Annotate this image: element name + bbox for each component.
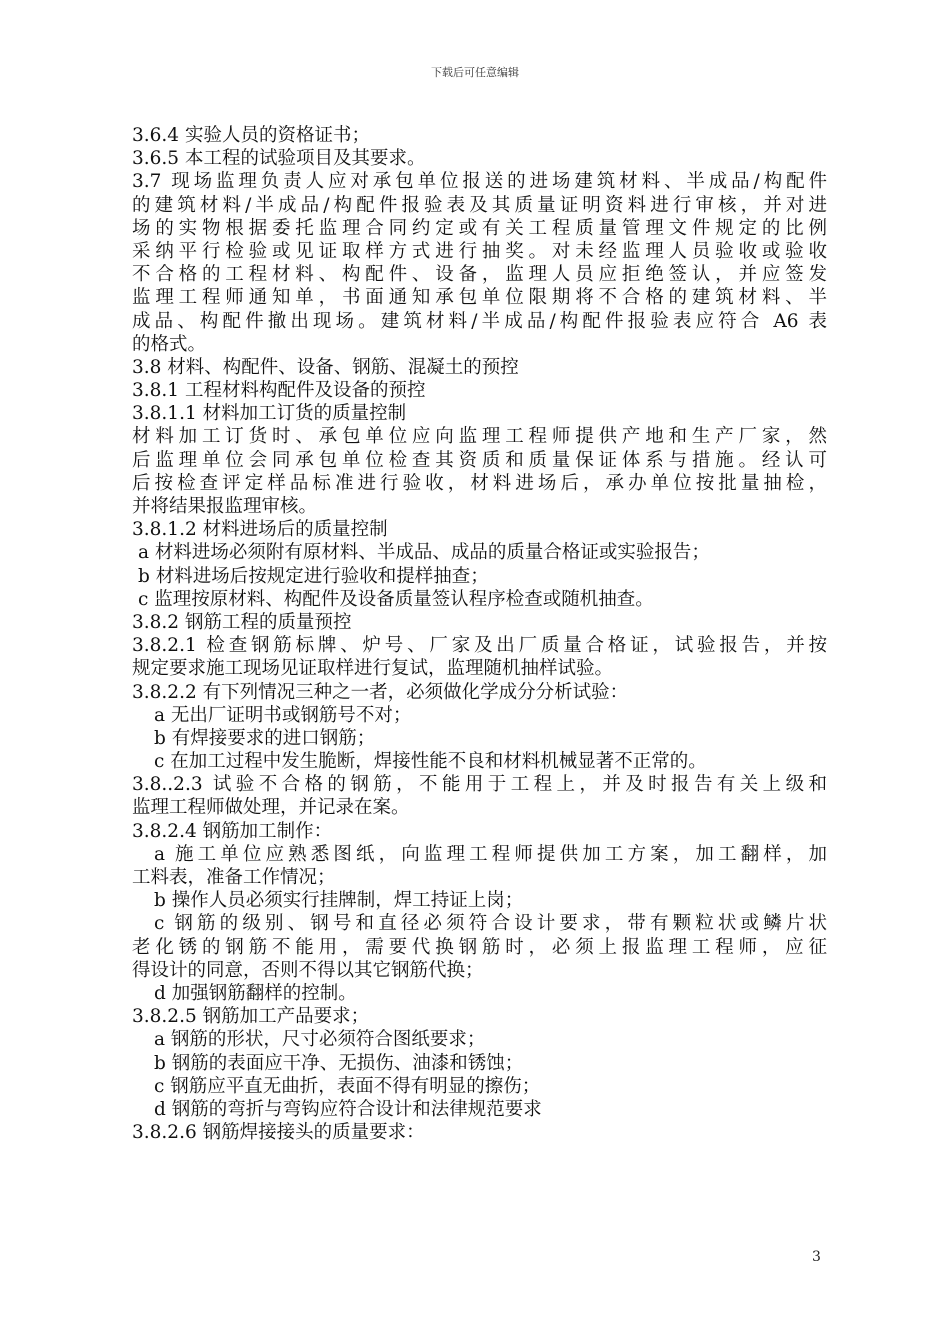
text-line: 场的实物根据委托监理合同约定或有关工程质量管理文件规定的比例 — [132, 217, 827, 239]
list-item: b 有焊接要求的进口钢筋； — [154, 727, 376, 749]
section-heading: 3.8.2.2 有下列情况三种之一者，必须做化学成分分析试验： — [132, 681, 629, 703]
text-line: 3.6.4 实验人员的资格证书； — [132, 125, 370, 146]
text-line: 采纳平行检验或见证取样方式进行抽奖。对未经监理人员验收或验收 — [132, 240, 827, 262]
text-line: 的格式。 — [132, 333, 207, 355]
text-line: 工料表，准备工作情况； — [132, 867, 336, 888]
section-heading: 3.8.2.5 钢筋加工产品要求； — [132, 1006, 370, 1028]
list-item: a 材料进场必须附有原材料、半成品、成品的质量合格证或实验报告； — [138, 542, 710, 564]
text-line: 成品、构配件撤出现场。建筑材料/半成品/构配件报验表应符合 A6 表 — [132, 310, 827, 332]
list-item: b 钢筋的表面应干净、无损伤、油漆和锈蚀； — [154, 1052, 524, 1074]
text-line: 后监理单位会同承包单位检查其资质和质量保证体系与措施。经认可 — [132, 449, 827, 471]
list-item: c 钢筋的级别、钢号和直径必须符合设计要求，带有颗粒状或鳞片状 — [154, 913, 827, 935]
text-line: 3.8..2.3 试验不合格的钢筋，不能用于工程上，并及时报告有关上级和 — [132, 774, 827, 796]
text-line: 规定要求施工现场见证取样进行复试，监理随机抽样试验。 — [132, 658, 614, 680]
section-heading: 3.8.2.4 钢筋加工制作： — [132, 820, 333, 842]
list-item: d 钢筋的弯折与弯钩应符合设计和法律规范要求 — [154, 1098, 542, 1120]
text-line: 监理工程师做处理，并记录在案。 — [132, 797, 410, 819]
list-item: c 在加工过程中发生脆断，焊接性能不良和材料机械显著不正常的。 — [154, 751, 707, 773]
text-line: 监理工程师通知单，书面通知承包单位限期将不合格的建筑材料、半 — [132, 287, 827, 309]
list-item: a 施工单位应熟悉图纸，向监理工程师提供加工方案，加工翻样，加 — [154, 843, 827, 865]
text-line: 3.6.5 本工程的试验项目及其要求。 — [132, 148, 426, 170]
list-item: a 钢筋的形状，尺寸必须符合图纸要求； — [154, 1029, 486, 1051]
text-line: 后按检查评定样品标准进行验收，材料进场后，承办单位按批量抽检， — [132, 472, 827, 494]
text-line: 材料加工订货时、承包单位应向监理工程师提供产地和生产厂家，然 — [132, 426, 827, 448]
text-line: 得设计的同意，否则不得以其它钢筋代换； — [132, 959, 484, 981]
text-line: 老化锈的钢筋不能用，需要代换钢筋时，必须上报监理工程师，应征 — [132, 936, 827, 958]
text-line: 并将结果报监理审核。 — [132, 496, 318, 517]
list-item: a 无出厂证明书或钢筋号不对； — [154, 704, 412, 726]
text-line: 不合格的工程材料、构配件、设备，监理人员应拒绝签认，并应签发 — [132, 264, 827, 286]
section-heading: 3.8.1.2 材料进场后的质量控制 — [132, 519, 388, 541]
page-number: 3 — [812, 1249, 821, 1265]
list-item: d 加强钢筋翻样的控制。 — [154, 982, 357, 1004]
list-item: b 材料进场后按规定进行验收和提样抽查； — [138, 565, 489, 587]
text-line: 3.7 现场监理负责人应对承包单位报送的进场建筑材料、半成品/构配件 — [132, 171, 827, 193]
section-heading: 3.8.1.1 材料加工订货的质量控制 — [132, 403, 407, 425]
section-heading: 3.8.2 钢筋工程的质量预控 — [132, 611, 352, 633]
section-heading: 3.8.2.6 钢筋焊接接头的质量要求： — [132, 1122, 425, 1144]
list-item: b 操作人员必须实行挂牌制，焊工持证上岗； — [154, 890, 524, 912]
list-item: c 钢筋应平直无曲折，表面不得有明显的擦伤； — [154, 1075, 541, 1097]
page-header-note: 下载后可任意编辑 — [431, 66, 519, 79]
section-heading: 3.8.1 工程材料构配件及设备的预控 — [132, 380, 426, 402]
document-body — [132, 124, 827, 1144]
text-line: 3.8.2.1 检查钢筋标牌、炉号、厂家及出厂质量合格证，试验报告，并按 — [132, 635, 827, 657]
list-item: c 监理按原材料、构配件及设备质量签认程序检查或随机抽查。 — [138, 588, 654, 610]
section-heading: 3.8 材料、构配件、设备、钢筋、混凝土的预控 — [132, 356, 519, 378]
text-line: 的建筑材料/半成品/构配件报验表及其质量证明资料进行审核，并对进 — [132, 194, 827, 216]
